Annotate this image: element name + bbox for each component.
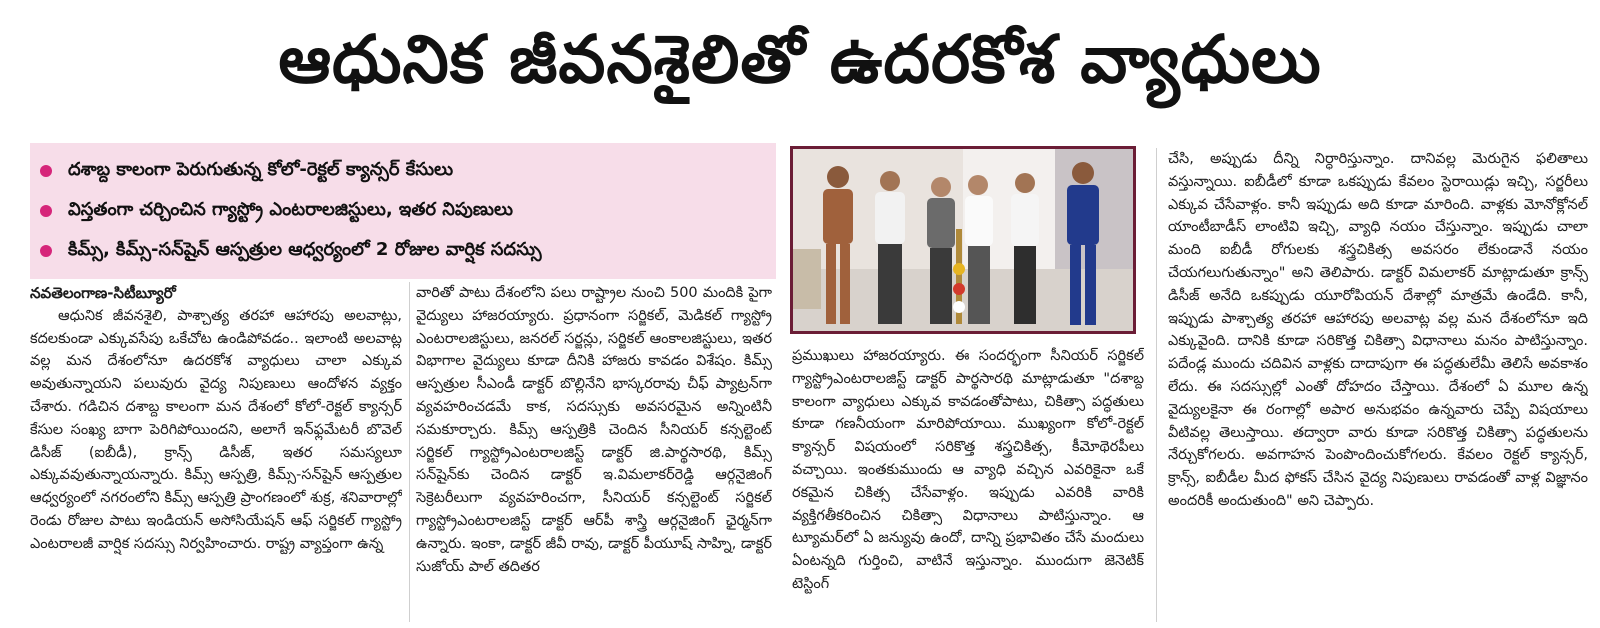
highlight-item	[40, 231, 766, 271]
column-1-text: ఆధునిక జీవనశైలి, పాశ్చాత్య తరహా ఆహారపు అలవాట్లు, కదలకుండా ఎక్కువసేపు ఒకేచోట ఉండిపోవడం.. ఇలాంటి అలవాట్ల వల్ల మన దేశంలోనూ ఉదరకోశ వ్యాధులు చాలా ఎక్కువ అవుతున్నాయని పలువురు వైద్య నిపుణులు ఆందోళన వ్యక్తం చేశారు. గడిచిన దశాబ్ద కాలంగా మన దేశంలో కోలో-రెక్టల్ క్యాన్సర్ కేసుల సంఖ్య బాగా పెరిగిపోయిందని, అలాగే ఇన్‌ఫ్లమేటరీ బొవెల్ డిసీజ్ (ఐబీడీ), క్రాన్స్ డిసీజ్, ఇతర సమస్యలూ ఎక్కువవుతున్నాయన్నారు. కిమ్స్ ఆస్పత్రి, కిమ్స్-సన్‌షైన్ ఆస్పత్రుల ఆధ్వర్యంలో నగరంలోని కిమ్స్ ఆస్పత్రి ప్రాంగణంలో శుక్ర, శనివారాల్లో రెండు రోజుల పాటు ఇండియన్ అసోసియేషన్ ఆఫ్ సర్జికల్ గ్యాస్ట్రో ఎంటరాలజీ వార్షిక సదస్సు నిర్వహించారు. రాష్ట్ర వ్యాప్తంగా ఉన్న	[30, 307, 402, 552]
column-3-text: ప్రముఖులు హాజరయ్యారు. ఈ సందర్భంగా సీనియర్ సర్జికల్ గ్యాస్ట్రోఎంటరాలజిస్ట్ డాక్టర్ పార్థసారథి మాట్లాడుతూ "దశాబ్ద కాలంగా వ్యాధులు ఎక్కువ కావడంతోపాటు, చికిత్సా పద్ధతులు కూడా గణనీయంగా మారిపోయాయి. ముఖ్యంగా కోలో-రెక్టల్ క్యాన్సర్ విషయంలో సరికొత్త శస్త్రచికిత్స, కీమోథెరపీలు వచ్చాయి. ఇంతకుముందు ఆ వ్యాధి వచ్చిన ఎవరికైనా ఒకే రకమైన చికిత్స చేసేవాళ్లం. ఇప్పుడు ఎవరికి వారికి వ్యక్తిగతీకరించిన చికిత్సా విధానాలు పాటిస్తున్నాం. ఆ ట్యూమర్‌లో ఏ జన్యువు ఉందో, దాన్ని ప్రభావితం చేసే మందులు ఏంటన్నది గుర్తించి, వాటినే ఇస్తున్నాం. ముందుగా జెనెటిక్ టెస్టింగ్	[792, 348, 1144, 592]
article-column-2	[416, 282, 772, 628]
highlight-text: విస్తతంగా చర్చించిన గ్యాస్ట్రో ఎంటరాలజిస్టులు, ఇతర నిపుణులు	[68, 198, 513, 220]
bullet-icon	[40, 165, 52, 177]
highlight-item	[40, 151, 766, 191]
highlight-item	[40, 191, 766, 231]
event-photo	[790, 146, 1136, 334]
article-column-3	[792, 345, 1144, 628]
event-photo-image	[793, 149, 1133, 331]
column-4-text: చేసి, అప్పుడు దీన్ని నిర్ధారిస్తున్నాం. దానివల్ల మెరుగైన ఫలితాలు వస్తున్నాయి. ఐబీడీలో కూడా ఒకప్పుడు కేవలం స్టెరాయిడ్లు ఇచ్చి, సర్జరీలు ఎక్కువ చేసేవాళ్లం. కానీ ఇప్పుడు అది కూడా మారింది. వాళ్లకు మోనోక్లోనల్ యాంటీబాడీస్ లాంటివి ఇచ్చి, వ్యాధి నయం చేస్తున్నాం. ఇప్పుడు చాలా మంది ఐబీడీ రోగులకు శస్త్రచికిత్స అవసరం లేకుండానే నయం చేయగలుగుతున్నాం" అని తెలిపారు. డాక్టర్ విమలాకర్ మాట్లాడుతూ క్రాన్స్ డిసీజ్ అనేది ఒకప్పుడు యూరోపియన్ దేశాల్లో మాత్రమే ఉండేది. కానీ, ఇప్పుడు పాశ్చాత్య తరహా ఆహారపు అలవాట్ల వల్ల మన దేశంలోనూ ఇది ఎక్కువైంది. దానికి కూడా సరికొత్త చికిత్సా విధానాలు మనం పాటిస్తున్నాం. పదేండ్ల ముందు చదివిన వాళ్లకు దాదాపుగా ఈ పద్ధతులేమీ తెలిసే అవకాశం లేదు. ఈ సదస్సుల్లో ఎంతో దోహదం చేస్తాయి. దేశంలో ఏ మూల ఉన్న వైద్యులకైనా ఈ రంగాల్లో అపార అనుభవం ఉన్నవారు చెప్పే విషయాలు వీటివల్ల తెలుస్తాయి. తద్వారా వారు కూడా సరికొత్త చికిత్సా పద్ధతులను నేర్చుకోగలరు. అవగాహన పెంపొందించుకోగలరు. కేవలం రెక్టల్ క్యాన్సర్, క్రాన్స్, ఐబీడీల మీద ఫోకస్ చేసిన వైద్య నిపుణులు రావడంతో వాళ్ల విజ్ఞానం అందరికీ అందుతుంది" అని చెప్పారు.	[1168, 151, 1588, 509]
bullet-icon	[40, 205, 52, 217]
article-column-4	[1168, 148, 1588, 628]
highlight-text: దశాబ్ద కాలంగా పెరుగుతున్న కోలో-రెక్టల్ క్యాన్సర్ కేసులు	[68, 158, 454, 180]
highlight-text: కిమ్స్, కిమ్స్-సన్‌షైన్ ఆస్పత్రుల ఆధ్వర్యంలో 2 రోజుల వార్షిక సదస్సు	[68, 238, 542, 260]
bullet-icon	[40, 245, 52, 257]
column-divider	[409, 282, 410, 622]
column-2-text: వారితో పాటు దేశంలోని పలు రాష్ట్రాల నుంచి 500 మందికి పైగా వైద్యులు హాజరయ్యారు. ప్రధానంగా సర్జికల్, మెడికల్ గ్యాస్ట్రో ఎంటరాలజిస్టులు, జనరల్ సర్జన్లు, సర్జికల్ ఆంకాలజిస్టులు, ఇతర విభాగాల వైద్యులు కూడా దీనికి హాజరు కావడం విశేషం. కిమ్స్ ఆస్పత్రుల సీఎండీ డాక్టర్ బొల్లినేని భాస్కరరావు చీఫ్ ప్యాట్రన్‌గా వ్యవహరించడమే కాక, సదస్సుకు అవసరమైన అన్నింటినీ సమకూర్చారు. కిమ్స్ ఆస్పత్రికి చెందిన సీనియర్ కన్సల్టెంట్ సర్జికల్ గ్యాస్ట్రోఎంటరాలజిస్ట్ డాక్టర్ జి.పార్థసారథి, కిమ్స్ సన్‌షైన్‌కు చెందిన డాక్టర్ ఇ.విమలాకర్‌రెడ్డి ఆర్గనైజింగ్ సెక్రెటరీలుగా వ్యవహరించగా, సీనియర్ కన్సల్టెంట్ సర్జికల్ గ్యాస్ట్రోఎంటరాలజిస్ట్ డాక్టర్ ఆర్‌పీ శాస్త్రి ఆర్గనైజింగ్ ఛైర్మన్‌గా ఉన్నారు. ఇంకా, డాక్టర్ జీవీ రావు, డాక్టర్ పీయూష్ సాహ్ని, డాక్టర్ సుజోయ్ పాల్ తదితర	[416, 285, 772, 575]
article-column-1	[30, 282, 402, 628]
byline: నవతెలంగాణ-సిటీబ్యూరో	[30, 284, 176, 302]
column-divider	[1156, 148, 1157, 622]
highlights-box	[30, 143, 776, 279]
article-headline: ఆధునిక జీవనశైలితో ఉదరకోశ వ్యాధులు	[278, 21, 1322, 98]
